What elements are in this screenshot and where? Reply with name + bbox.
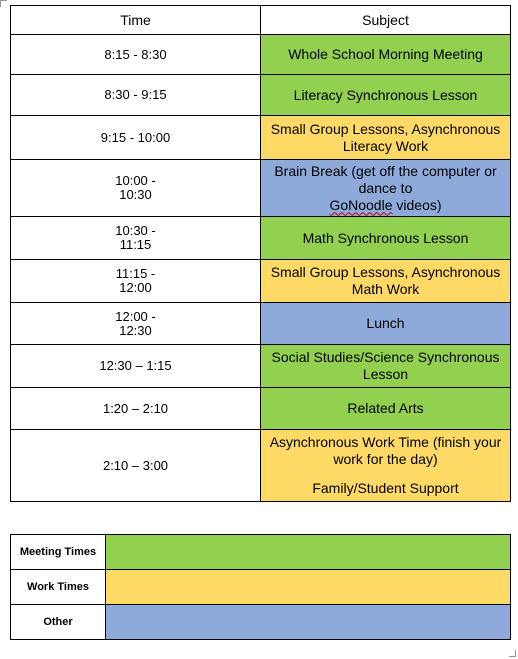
subject-cell [261,345,511,388]
time-text: 8:30 - 9:15 [104,87,167,102]
time-text: 8:15 - 8:30 [104,46,167,62]
schedule-row [11,75,511,116]
subject-text: Math Synchronous Lesson [302,229,469,246]
subject-text: Related Arts [347,400,424,416]
time-cell [11,35,261,75]
subject-text: GoNoodle videos) [329,196,442,213]
schedule-row [11,260,511,303]
time-cell [11,430,261,502]
schedule-row [11,303,511,345]
time-cell [11,303,261,345]
legend-label: Meeting Times [11,535,106,570]
schedule-row [11,160,511,217]
time-cell [11,75,261,116]
subject-text: Small Group Lessons, Asynchronous Literacy Work [270,120,501,154]
legend-swatch [106,570,511,605]
subject-header: Subject [261,6,511,35]
corner-mark [509,650,516,657]
legend-table [10,534,511,640]
legend-label: Work Times [11,570,106,605]
header-row [11,6,511,35]
time-text: 10:30 - [115,223,156,238]
subject-text: Literacy Synchronous Lesson [293,86,478,103]
schedule-row [11,345,511,388]
subject-cell [261,388,511,430]
subject-cell [261,35,511,75]
subject-text: Brain Break (get off the computer or dance to [274,162,497,196]
time-cell [11,388,261,430]
time-text: 11:15 - [115,266,156,281]
time-text: 10:30 [119,187,152,202]
subject-cell [261,217,511,260]
subject-text: Family/Student Support [312,480,459,496]
legend-body [11,535,511,640]
subject-text: Small Group Lessons, Asynchronous Math Work [270,264,501,297]
subject-cell [261,75,511,116]
time-text: 12:30 [119,322,152,338]
time-text: 12:00 [119,280,152,295]
subject-cell [261,116,511,160]
legend-swatch [106,605,511,640]
time-text: 12:30 – 1:15 [99,358,172,373]
time-cell [11,217,261,260]
schedule-body [11,35,511,502]
subject-text: Asynchronous Work Time (finish your work for the day) [269,434,502,467]
time-text: 9:15 - 10:00 [100,129,171,145]
time-header: Time [11,6,261,35]
time-cell [11,116,261,160]
legend-row [11,570,511,605]
time-text: 11:15 [119,237,152,252]
legend-row [11,535,511,570]
time-text: 2:10 – 3:00 [102,457,169,473]
subject-cell [261,430,511,502]
time-text: 10:00 - [115,173,156,188]
subject-text: Whole School Morning Meeting [288,46,483,62]
time-cell [11,160,261,217]
schedule-row [11,116,511,160]
time-text: 12:00 - [115,308,156,324]
legend-label: Other [11,605,106,640]
subject-text: Social Studies/Science Synchronous Lesson [271,349,500,382]
schedule-row [11,217,511,260]
schedule-row [11,35,511,75]
legend-swatch [106,535,511,570]
corner-mark [0,0,7,7]
subject-text: Lunch [366,315,405,331]
time-cell [11,345,261,388]
subject-cell [261,160,511,217]
schedule-row [11,388,511,430]
subject-cell [261,260,511,303]
subject-cell [261,303,511,345]
schedule-row [11,430,511,502]
schedule-table [10,5,511,502]
legend-row [11,605,511,640]
time-cell [11,260,261,303]
time-text: 1:20 – 2:10 [102,400,169,416]
